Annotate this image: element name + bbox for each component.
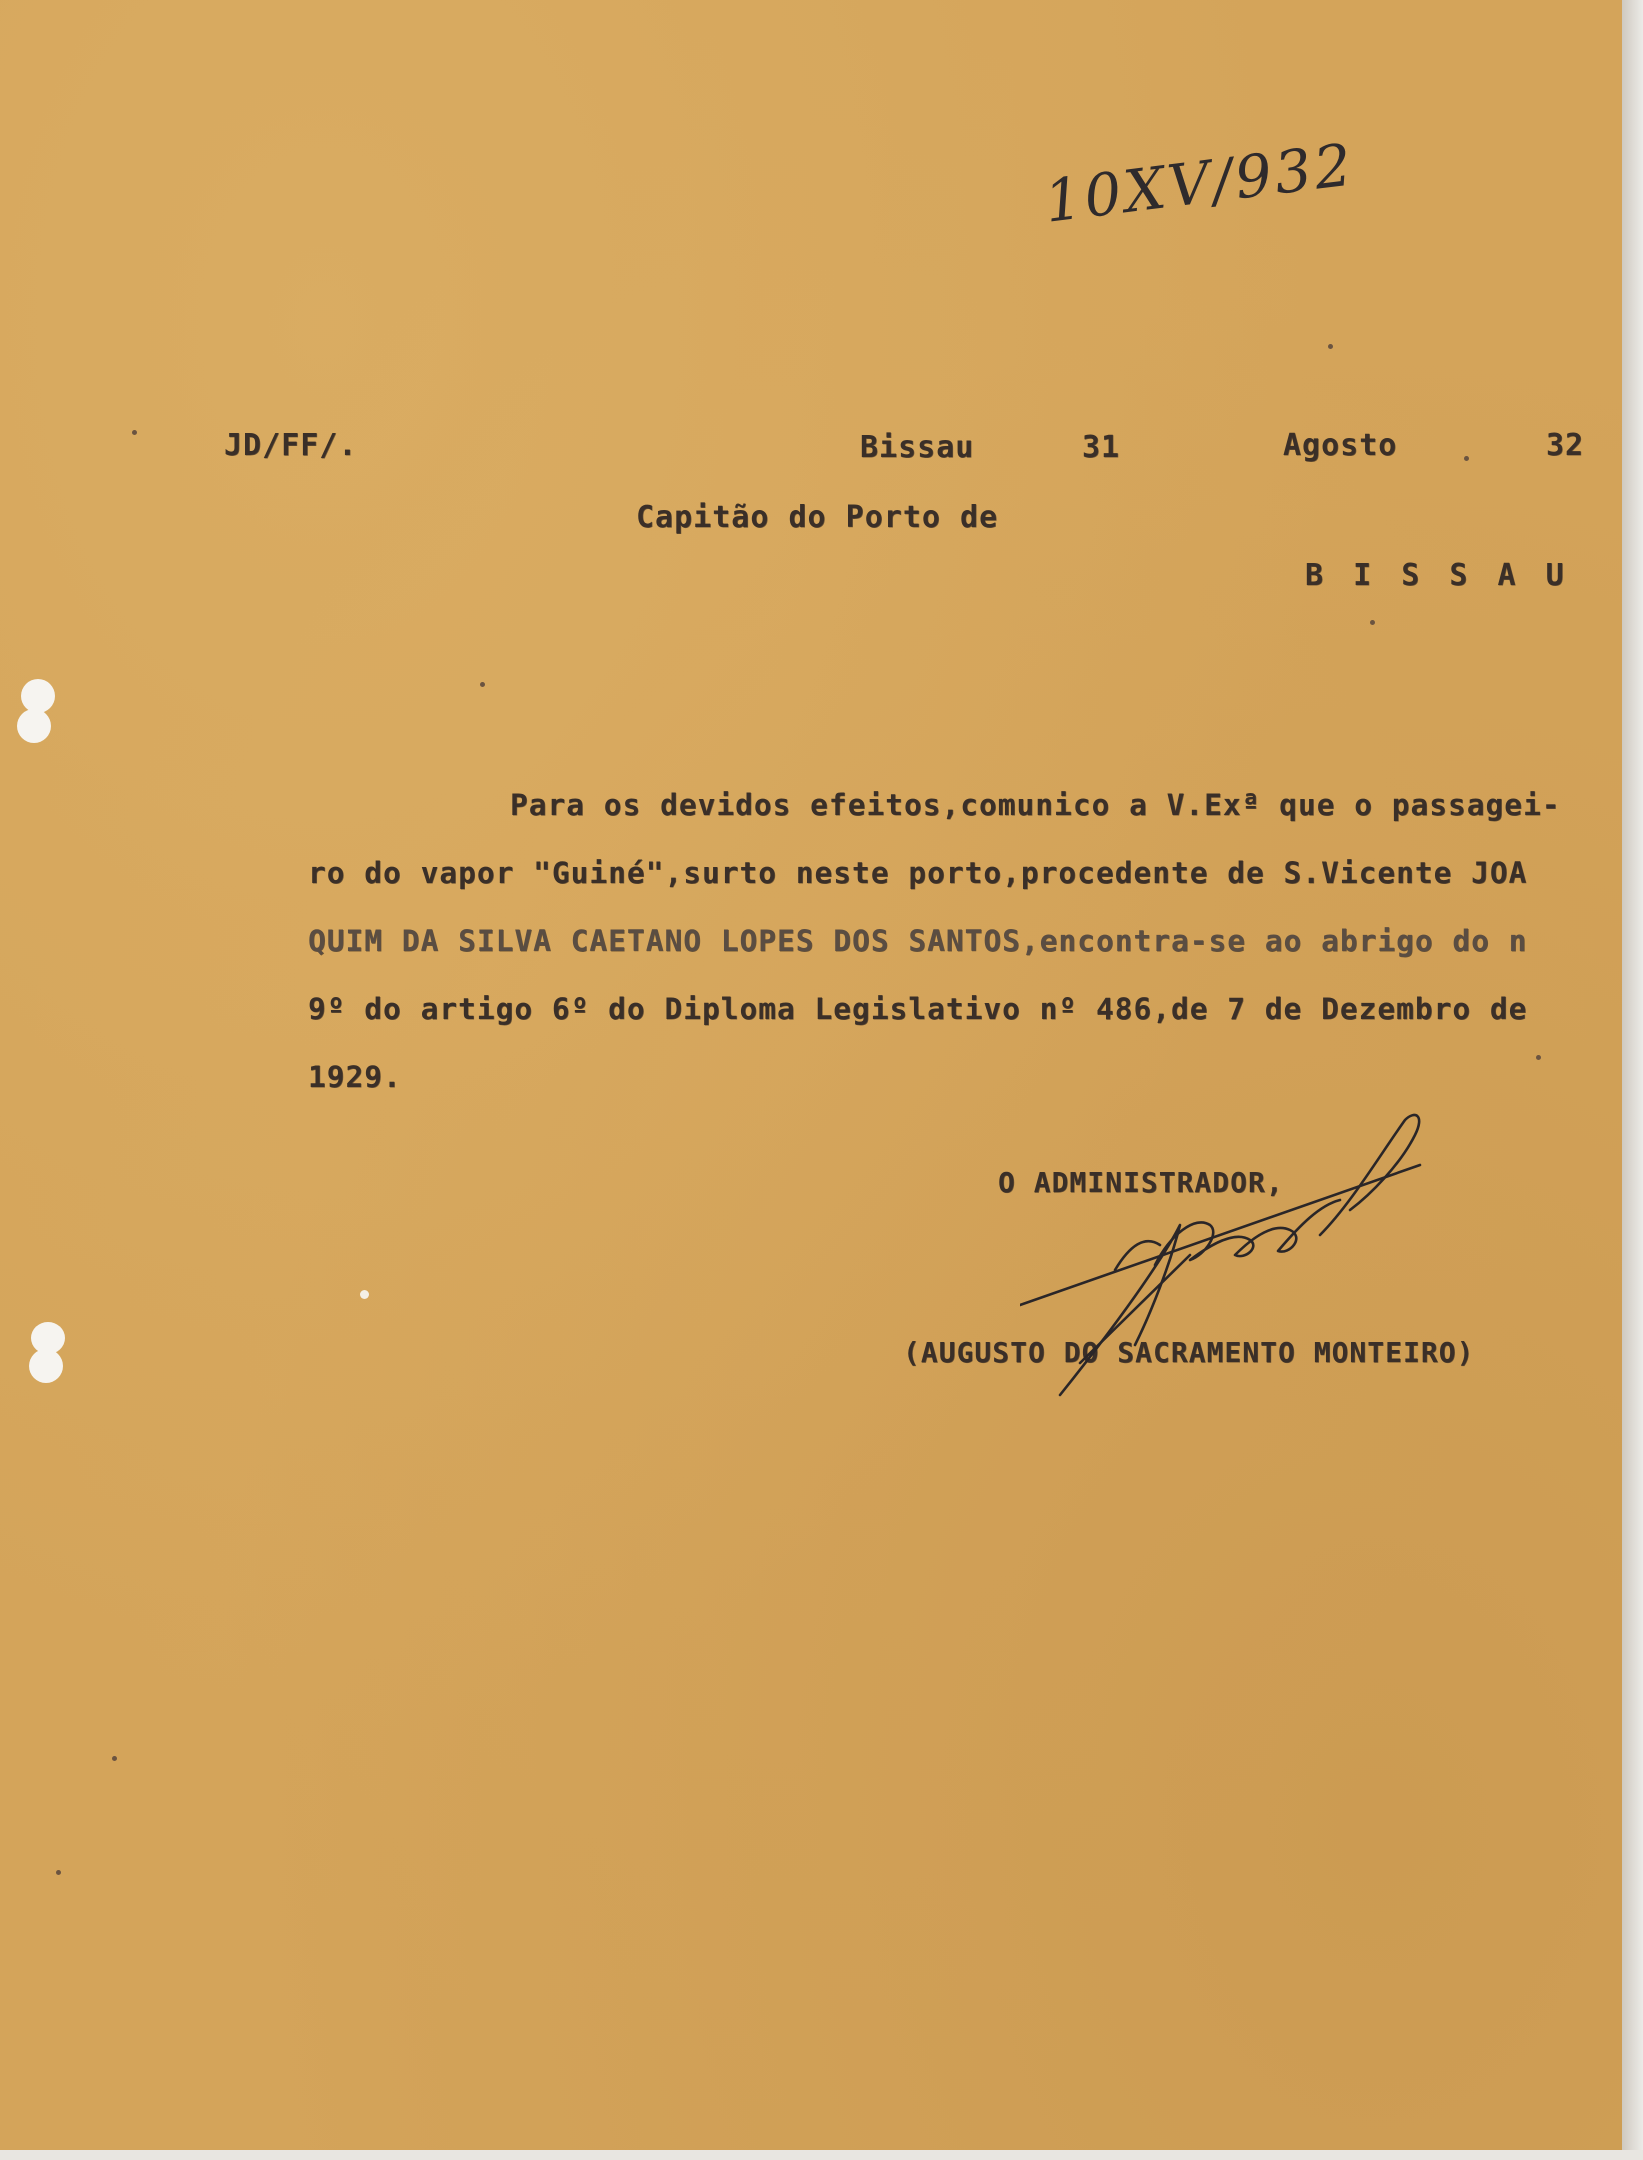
paper-speck [1464,456,1469,461]
paper-speck [132,430,137,435]
paper-speck [1370,620,1375,625]
body-line-4: 9º do artigo 6º do Diploma Legislativo nº 486,de 7 de Dezembro de [308,992,1528,1026]
paper-speck [56,1870,61,1875]
punch-hole-lower [24,1318,68,1388]
punch-hole-upper [14,676,58,746]
header-month: Agosto [1283,428,1398,463]
recipient-title: Capitão do Porto de [636,500,999,535]
signatory-title: O ADMINISTRADOR, [998,1166,1284,1199]
recipient-city: B I S S A U [1305,558,1570,593]
header-city: Bissau [860,430,975,465]
body-line-1: Para os devidos efeitos,comunico a V.Exª que o passagei- [510,788,1561,822]
scan-edge-bottom [0,2150,1643,2160]
scan-edge-right [1622,0,1643,2160]
body-line-2: ro do vapor "Guiné",surto neste porto,procedente de S.Vicente JOA [308,856,1528,890]
paper-speck [1328,344,1333,349]
handwritten-reference: 10XV/932 [1040,130,1359,236]
paper-speck [1536,1055,1541,1060]
paper-speck [480,682,485,687]
signatory-name: (AUGUSTO DO SACRAMENTO MONTEIRO) [903,1336,1475,1369]
body-line-5: 1929. [308,1060,402,1094]
paper-speck [112,1756,117,1761]
header-day: 31 [1082,430,1121,465]
handwritten-signature [1020,1095,1440,1415]
body-line-3: QUIM DA SILVA CAETANO LOPES DOS SANTOS,encontra-se ao abrigo do n [308,924,1528,958]
header-year: 32 [1546,428,1585,463]
paper-speck [360,1290,369,1299]
reference-code: JD/FF/. [224,428,358,463]
